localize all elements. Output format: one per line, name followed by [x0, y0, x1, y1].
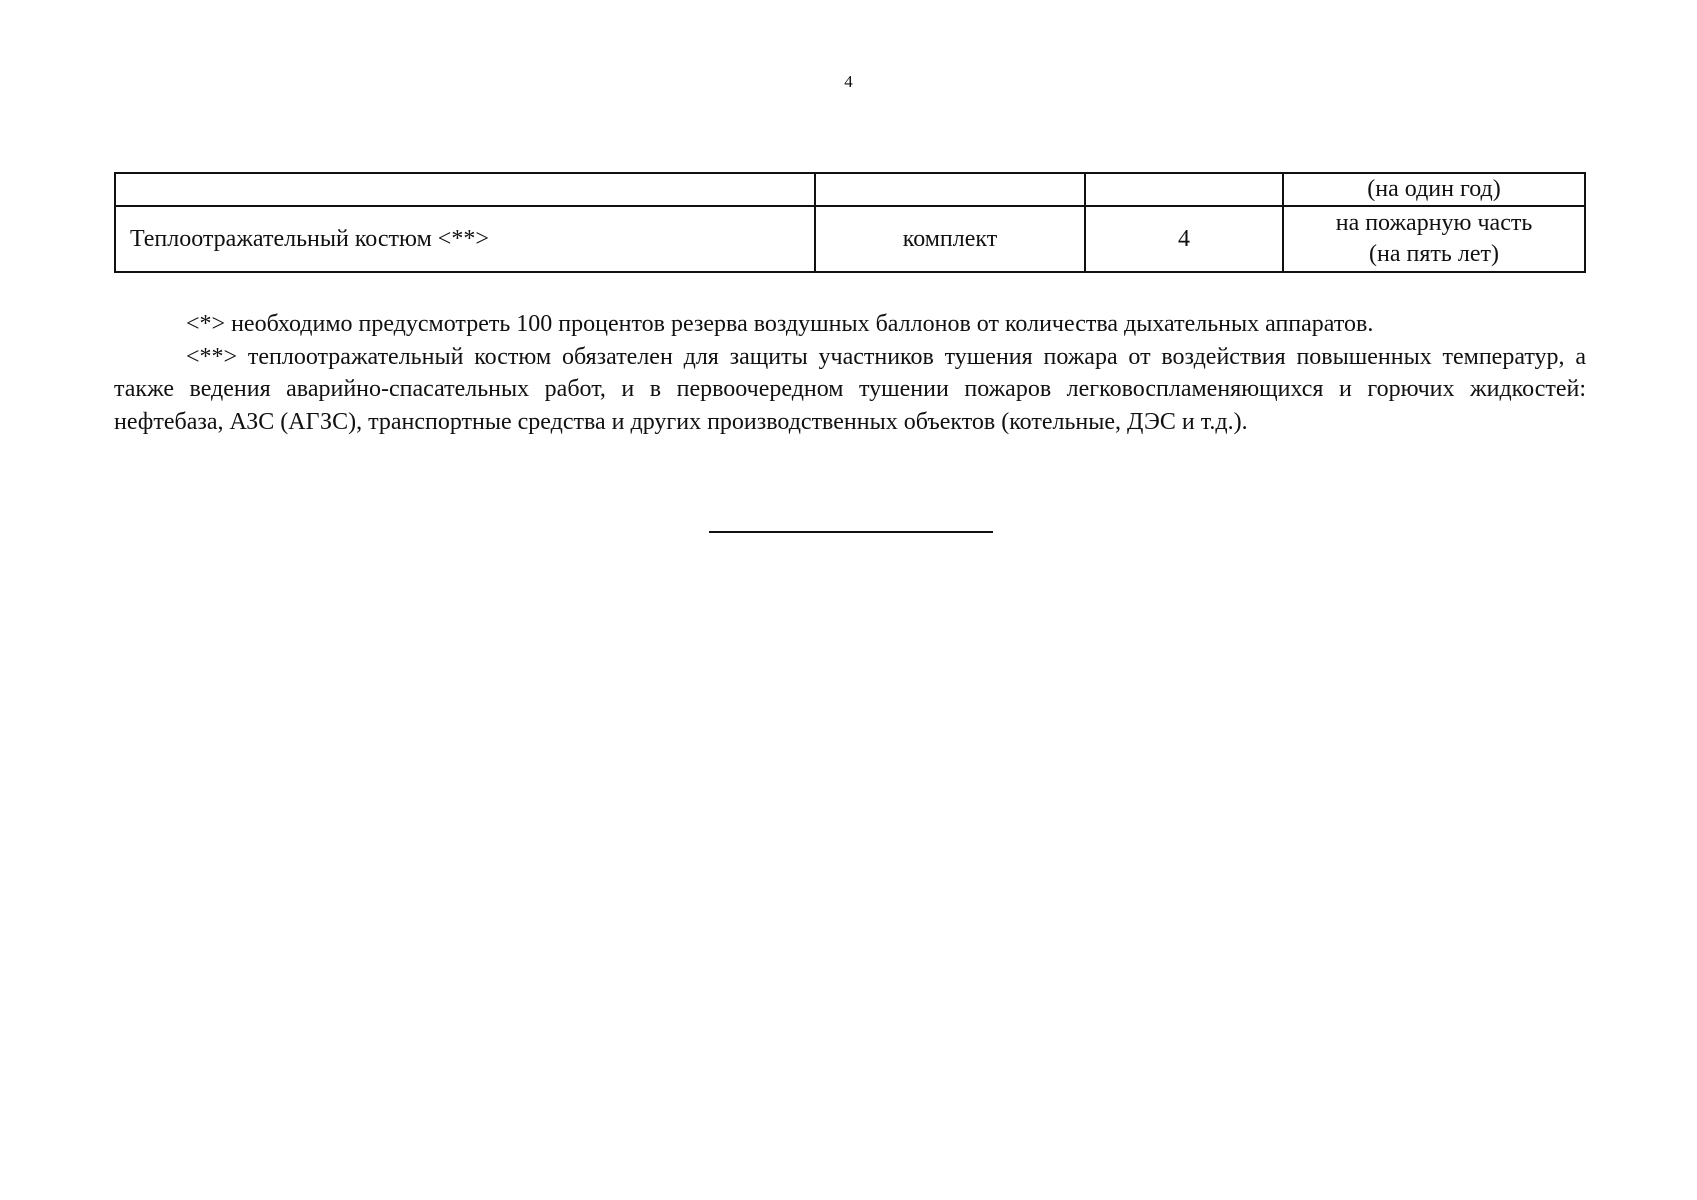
- footnote-single-asterisk: <*> необходимо предусмотреть 100 процентов резерва воздушных баллонов от количества дыхательных аппаратов.: [186, 311, 1374, 337]
- quantity-cell: 4: [1085, 206, 1283, 272]
- end-separator-line: [709, 531, 993, 533]
- quantity-cell: [1085, 173, 1283, 206]
- table-row: [115, 173, 1585, 206]
- item-name-cell: Теплоотражательный костюм <**>: [115, 206, 815, 272]
- table-row: [115, 206, 1585, 272]
- equipment-table: [114, 172, 1586, 273]
- norm-line: на пожарную часть: [1335, 210, 1533, 236]
- unit-cell: [815, 173, 1085, 206]
- unit-cell: комплект: [815, 206, 1085, 272]
- footnotes: [114, 308, 1586, 438]
- footnote-double-asterisk: <**> теплоотражательный костюм обязателен для защиты участников тушения пожара от воздействия повышенных температур, а также ведения аварийно-спасательных работ, и в первоочередном тушении пожаров легковоспламеняющихся и горючих жидкостей: нефтебаза, АЗС (АГЗС), транспортные средства и других производственных объектов (котельные, ДЭС и т.д.).: [114, 343, 1586, 435]
- norm-line: (на пять лет): [1369, 241, 1499, 267]
- norm-cell: [1283, 173, 1585, 206]
- norm-cell: [1283, 206, 1585, 272]
- page-number: 4: [844, 72, 853, 91]
- item-name-cell: [115, 173, 815, 206]
- norm-line: (на один год): [1367, 176, 1501, 202]
